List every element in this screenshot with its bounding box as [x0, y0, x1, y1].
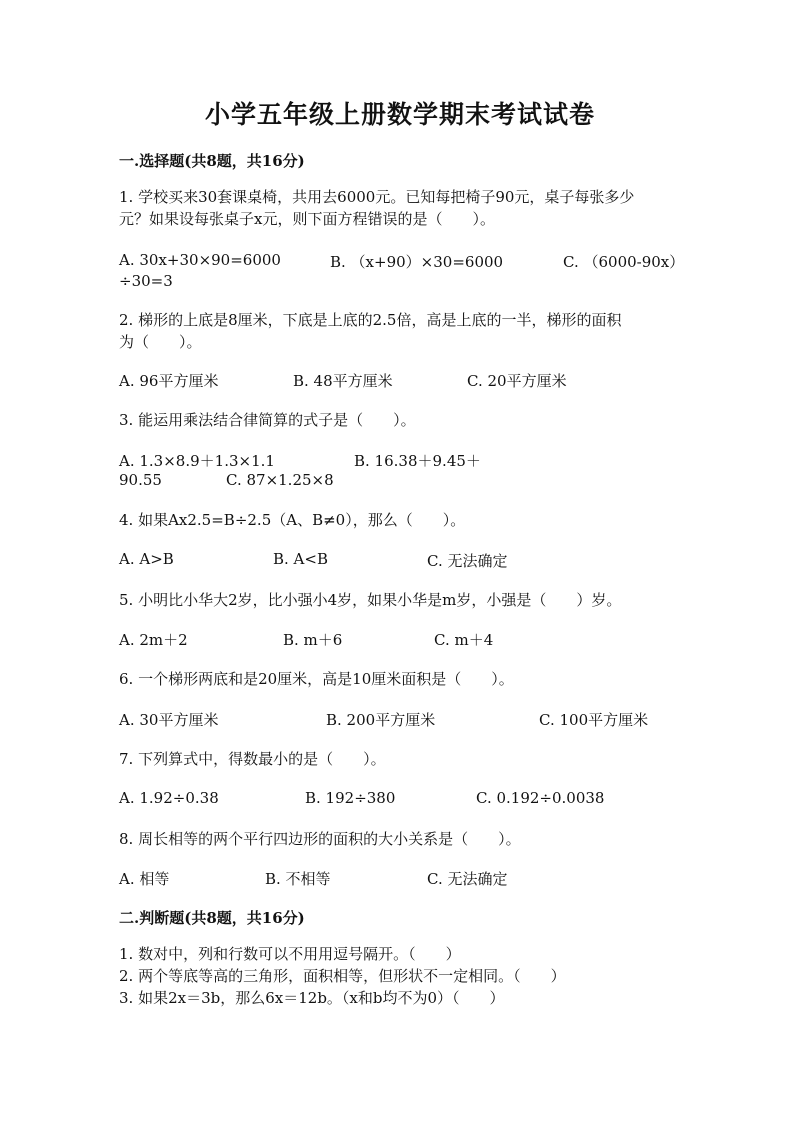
judgement-list: [119, 943, 566, 1009]
option-c: C. 87×1.25×8: [226, 471, 334, 489]
option-b-continued: 90.55: [119, 471, 162, 489]
question-line: 2. 梯形的上底是8厘米，下底是上底的2.5倍，高是上底的一半，梯形的面积: [119, 311, 622, 329]
question-line: 5. 小明比小华大2岁，比小强小4岁，如果小华是m岁，小强是（ ）岁。: [119, 591, 622, 609]
option-c: C. 20平方厘米: [467, 372, 567, 390]
section-heading-judgement: 二.判断题(共8题，共16分): [119, 909, 305, 927]
question-line: 6. 一个梯形两底和是20厘米，高是10厘米面积是（ ）。: [119, 670, 514, 688]
question-8: [119, 828, 521, 850]
option-c-continued: ÷30=3: [119, 272, 173, 290]
question-4: [119, 509, 465, 531]
option-b: B. 16.38＋9.45＋: [354, 452, 481, 470]
option-c: C. （6000-90x）: [563, 253, 685, 271]
judgement-item: 3. 如果2x＝3b，那么6x＝12b。（x和b均不为0）（ ）: [119, 989, 505, 1007]
question-line: 1. 学校买来30套课桌椅，共用去6000元。已知每把椅子90元，桌子每张多少: [119, 188, 635, 206]
question-line: 4. 如果Ax2.5=B÷2.5（A、B≠0），那么（ ）。: [119, 511, 466, 529]
question-line: 3. 能运用乘法结合律简算的式子是（ ）。: [119, 411, 416, 429]
question-line: 8. 周长相等的两个平行四边形的面积的大小关系是（ ）。: [119, 830, 521, 848]
question-2: [119, 309, 621, 353]
option-a: A. 相等: [119, 870, 170, 888]
question-6: [119, 668, 514, 690]
option-c: C. 无法确定: [427, 552, 508, 570]
option-c: C. 100平方厘米: [539, 711, 649, 729]
option-a: A. 1.92÷0.38: [119, 789, 219, 807]
page-title: 小学五年级上册数学期末考试试卷: [204, 100, 595, 129]
section-heading-choice: 一.选择题(共8题，共16分): [119, 152, 305, 170]
question-line: 7. 下列算式中，得数最小的是（ ）。: [119, 750, 386, 768]
question-line: 元？如果设每张桌子x元，则下面方程错误的是（ ）。: [119, 210, 495, 228]
option-b: B. 200平方厘米: [326, 711, 436, 729]
question-3: [119, 409, 416, 431]
option-b: B. 192÷380: [305, 789, 396, 807]
option-a: A. 1.3×8.9＋1.3×1.1: [119, 452, 275, 470]
question-5: [119, 589, 621, 611]
option-a: A. 30平方厘米: [119, 711, 219, 729]
option-b: B. 48平方厘米: [293, 372, 393, 390]
option-a: A. 2m＋2: [119, 631, 188, 649]
option-a: A. A>B: [119, 550, 174, 568]
option-c: C. 0.192÷0.0038: [476, 789, 605, 807]
option-b: B. （x+90）×30=6000: [330, 253, 504, 271]
question-7: [119, 748, 386, 770]
option-c: C. 无法确定: [427, 870, 508, 888]
option-b: B. m＋6: [283, 631, 343, 649]
option-b: B. A<B: [273, 550, 328, 568]
option-a: A. 96平方厘米: [119, 372, 219, 390]
question-1: [119, 186, 634, 230]
option-c: C. m＋4: [434, 631, 494, 649]
option-a: A. 30x+30×90=6000: [119, 251, 281, 269]
judgement-item: 2. 两个等底等高的三角形，面积相等，但形状不一定相同。（ ）: [119, 967, 566, 985]
judgement-item: 1. 数对中，列和行数可以不用用逗号隔开。（ ）: [119, 945, 461, 963]
question-line: 为（ ）。: [119, 333, 202, 351]
option-b: B. 不相等: [265, 870, 331, 888]
